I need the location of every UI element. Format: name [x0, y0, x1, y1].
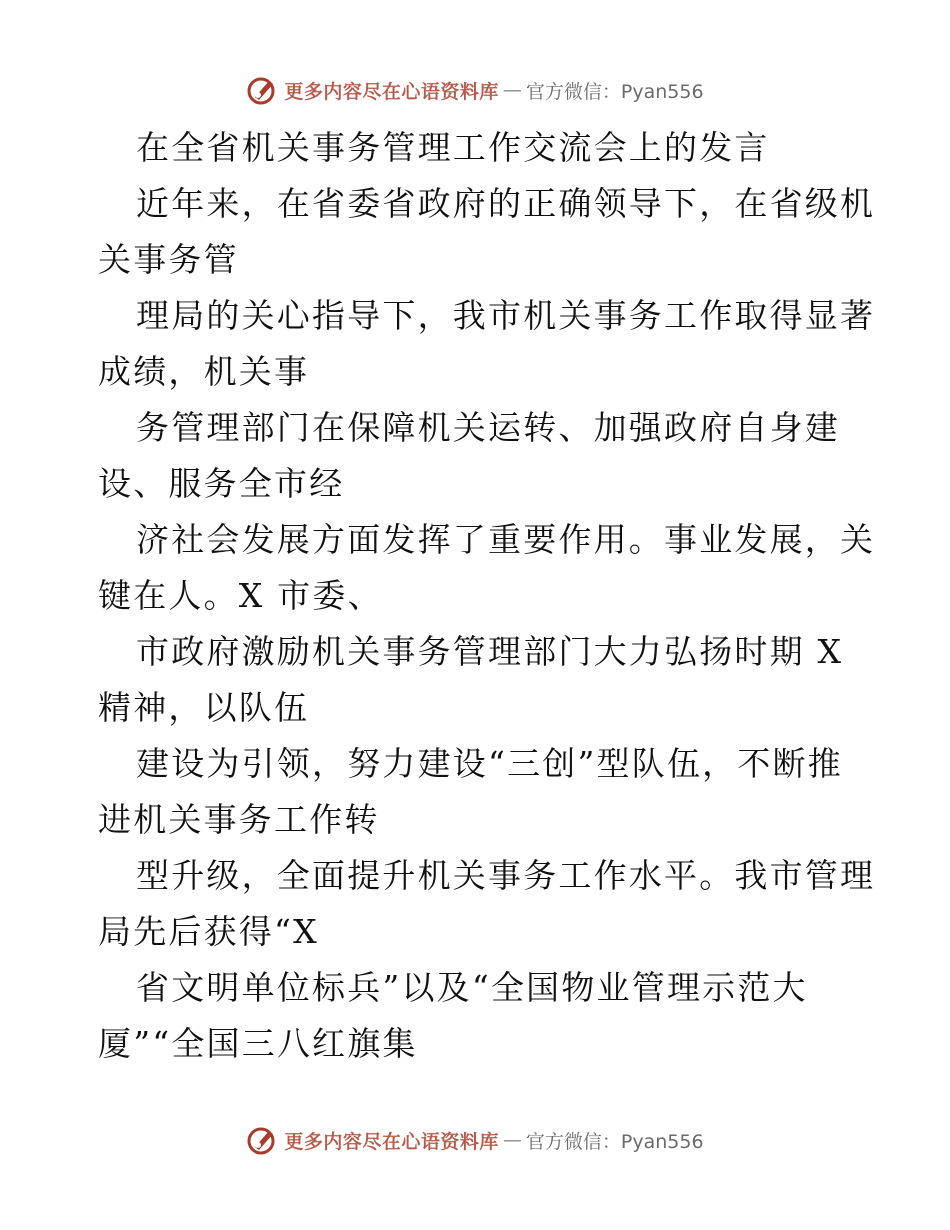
text-line: 济社会发展方面发挥了重要作用。事业发展，关 [136, 520, 876, 559]
text-line: 进机关事务工作转 [98, 800, 380, 839]
text-line: 成绩，机关事 [98, 352, 310, 391]
pen-logo-icon [246, 1123, 280, 1157]
text-line: 市政府激励机关事务管理部门大力弘扬时期 X [136, 632, 844, 671]
text-line: 设、服务全市经 [98, 464, 345, 503]
text-line: 精神，以队伍 [98, 688, 310, 727]
text-line: 型升级，全面提升机关事务工作水平。我市管理 [136, 856, 876, 895]
banner-contact: 官方微信：Pyan556 [525, 80, 704, 103]
text-line: 理局的关心指导下，我市机关事务工作取得显著 [136, 296, 876, 335]
banner-contact: 官方微信：Pyan556 [525, 1130, 704, 1153]
document-body [98, 120, 876, 1072]
text-line: 关事务管 [98, 240, 239, 279]
document-title: 在全省机关事务管理工作交流会上的发言 [136, 128, 770, 167]
text-line: 近年来，在省委省政府的正确领导下，在省级机 [136, 184, 876, 223]
banner-text: 更多内容尽在心语资料库 [284, 1130, 499, 1153]
text-line: 省文明单位标兵”以及“全国物业管理示范大 [136, 968, 808, 1007]
banner-separator: — [502, 1129, 522, 1151]
banner-separator: — [502, 79, 522, 101]
text-line: 厦”“全国三八红旗集 [98, 1024, 418, 1063]
footer-banner [0, 1120, 950, 1160]
pen-logo-icon [246, 73, 280, 107]
header-banner [0, 70, 950, 110]
banner-text: 更多内容尽在心语资料库 [284, 80, 499, 103]
text-line: 键在人。X 市委、 [98, 576, 383, 615]
text-line: 局先后获得“X [98, 912, 319, 951]
text-line: 务管理部门在保障机关运转、加强政府自身建 [136, 408, 840, 447]
text-line: 建设为引领，努力建设“三创”型队伍，不断推 [136, 744, 843, 783]
